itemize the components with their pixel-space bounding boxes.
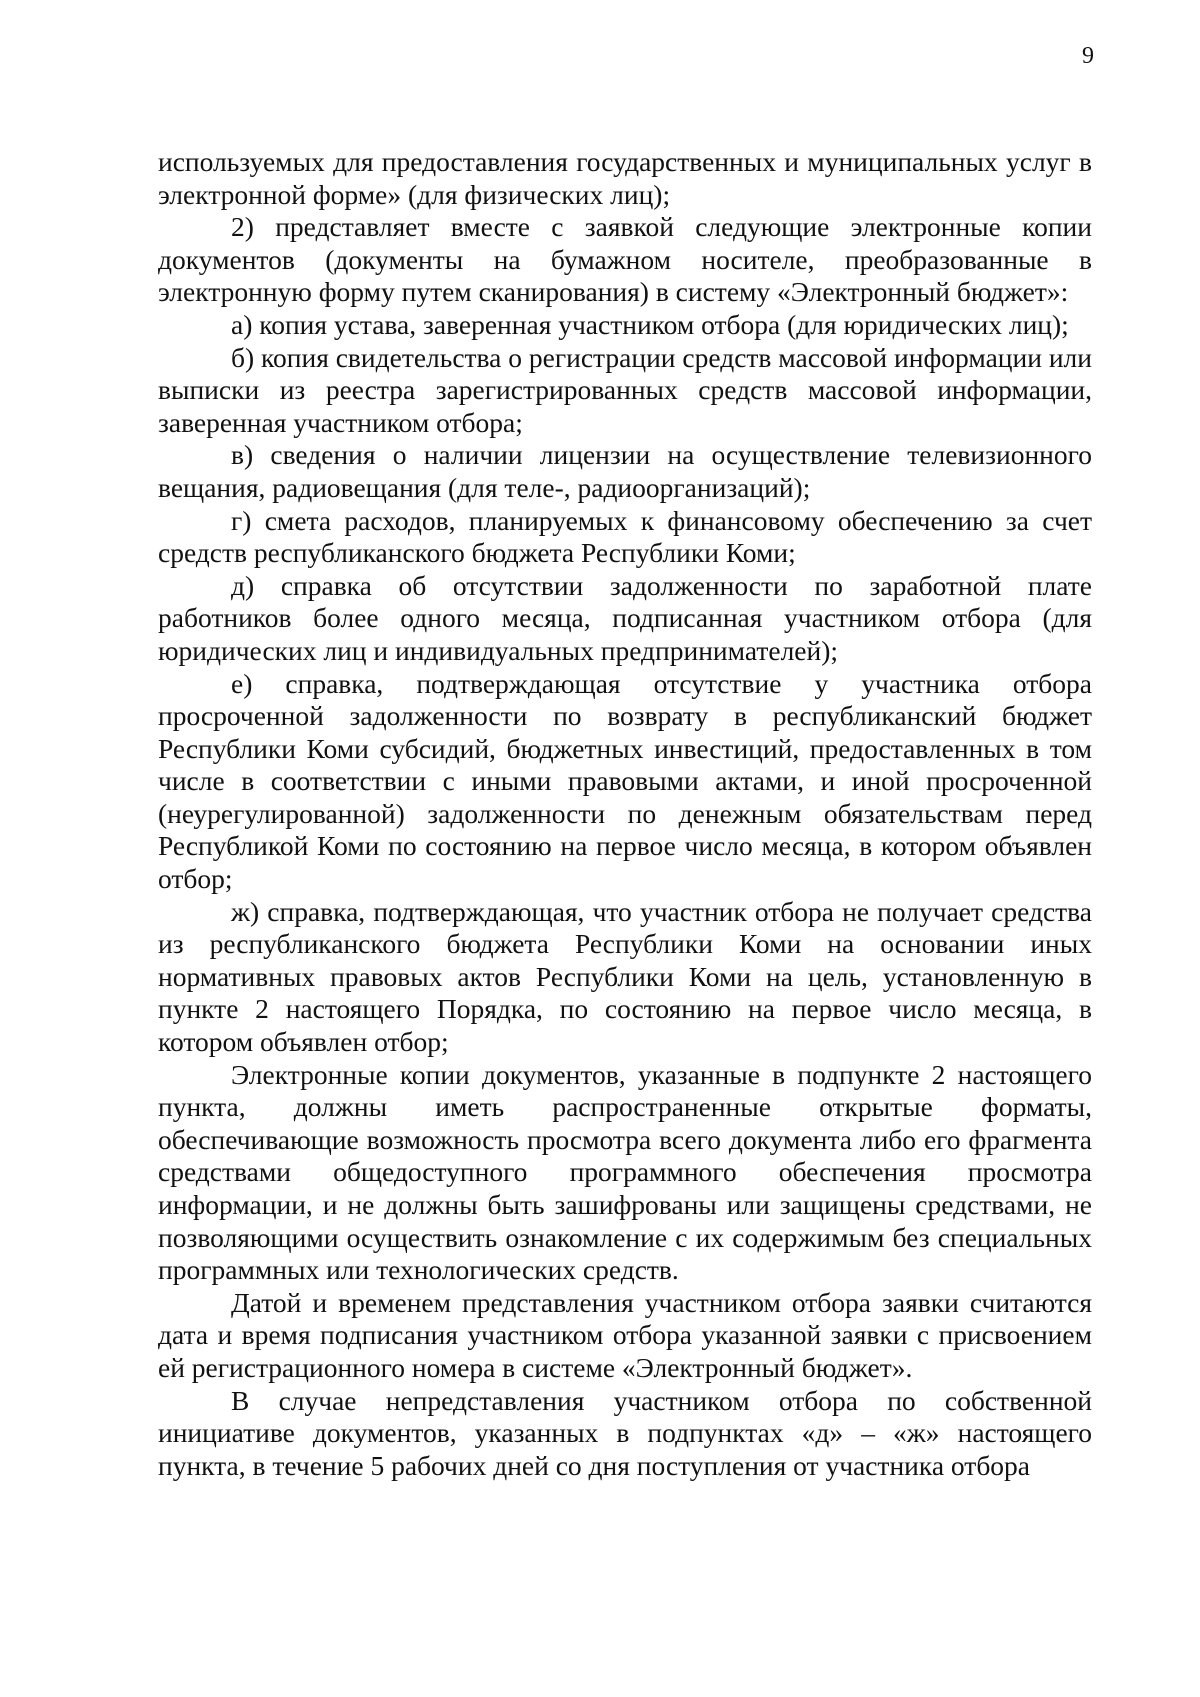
paragraph-non-submission: В случае непредставления участником отбора по собственной инициативе документов, указанных в подпунктах «д» – «ж» настоящего пункта, в течение 5 рабочих дней со дня поступления от участника отбора (158, 1384, 1092, 1481)
paragraph-subitem-b: б) копия свидетельства о регистрации средств массовой информации или выписки из реестра зарегистрированных средств массовой информации, заверенная участником отбора; (158, 341, 1092, 438)
body-text (158, 146, 1092, 1482)
paragraph-submission-date: Датой и временем представления участником отбора заявки считаются дата и время подписания участником отбора указанной заявки с присвоением ей регистрационного номера в системе «Электронный бюджет». (158, 1286, 1092, 1383)
paragraph-continuation: используемых для предоставления государственных и муниципальных услуг в электронной форме» (для физических лиц); (158, 146, 1092, 210)
paragraph-subitem-e: е) справка, подтверждающая отсутствие у участника отбора просроченной задолженности по возврату в республиканский бюджет Республики Коми субсидий, бюджетных инвестиций, предоставленных в том числе в соответствии с иными правовыми актами, и иной просроченной (неурегулированной) задолженности по денежным обязательствам перед Республикой Коми по состоянию на первое число месяца, в котором объявлен отбор; (158, 667, 1092, 895)
page-number: 9 (1082, 43, 1094, 69)
paragraph-electronic-copies: Электронные копии документов, указанные в подпункте 2 настоящего пункта, должны иметь распространенные открытые форматы, обеспечивающие возможность просмотра всего документа либо его фрагмента средствами общедоступного программного обеспечения просмотра информации, и не должны быть зашифрованы или защищены средствами, не позволяющими осуществить ознакомление с их содержимым без специальных программных или технологических средств. (158, 1058, 1092, 1286)
paragraph-item-2: 2) представляет вместе с заявкой следующие электронные копии документов (документы на бумажном носителе, преобразованные в электронную форму путем сканирования) в систему «Электронный бюджет»: (158, 211, 1092, 308)
paragraph-subitem-zh: ж) справка, подтверждающая, что участник отбора не получает средства из республиканского бюджета Республики Коми на основании иных нормативных правовых актов Республики Коми на цель, установленную в пункте 2 настоящего Порядка, по состоянию на первое число месяца, в котором объявлен отбор; (158, 895, 1092, 1058)
paragraph-subitem-d: д) справка об отсутствии задолженности по заработной плате работников более одного месяца, подписанная участником отбора (для юридических лиц и индивидуальных предпринимателей); (158, 569, 1092, 666)
paragraph-subitem-g: г) смета расходов, планируемых к финансовому обеспечению за счет средств республиканского бюджета Республики Коми; (158, 504, 1092, 569)
paragraph-subitem-v: в) сведения о наличии лицензии на осуществление телевизионного вещания, радиовещания (для теле-, радиоорганизаций); (158, 439, 1092, 503)
paragraph-subitem-a: а) копия устава, заверенная участником отбора (для юридических лиц); (231, 308, 1069, 340)
